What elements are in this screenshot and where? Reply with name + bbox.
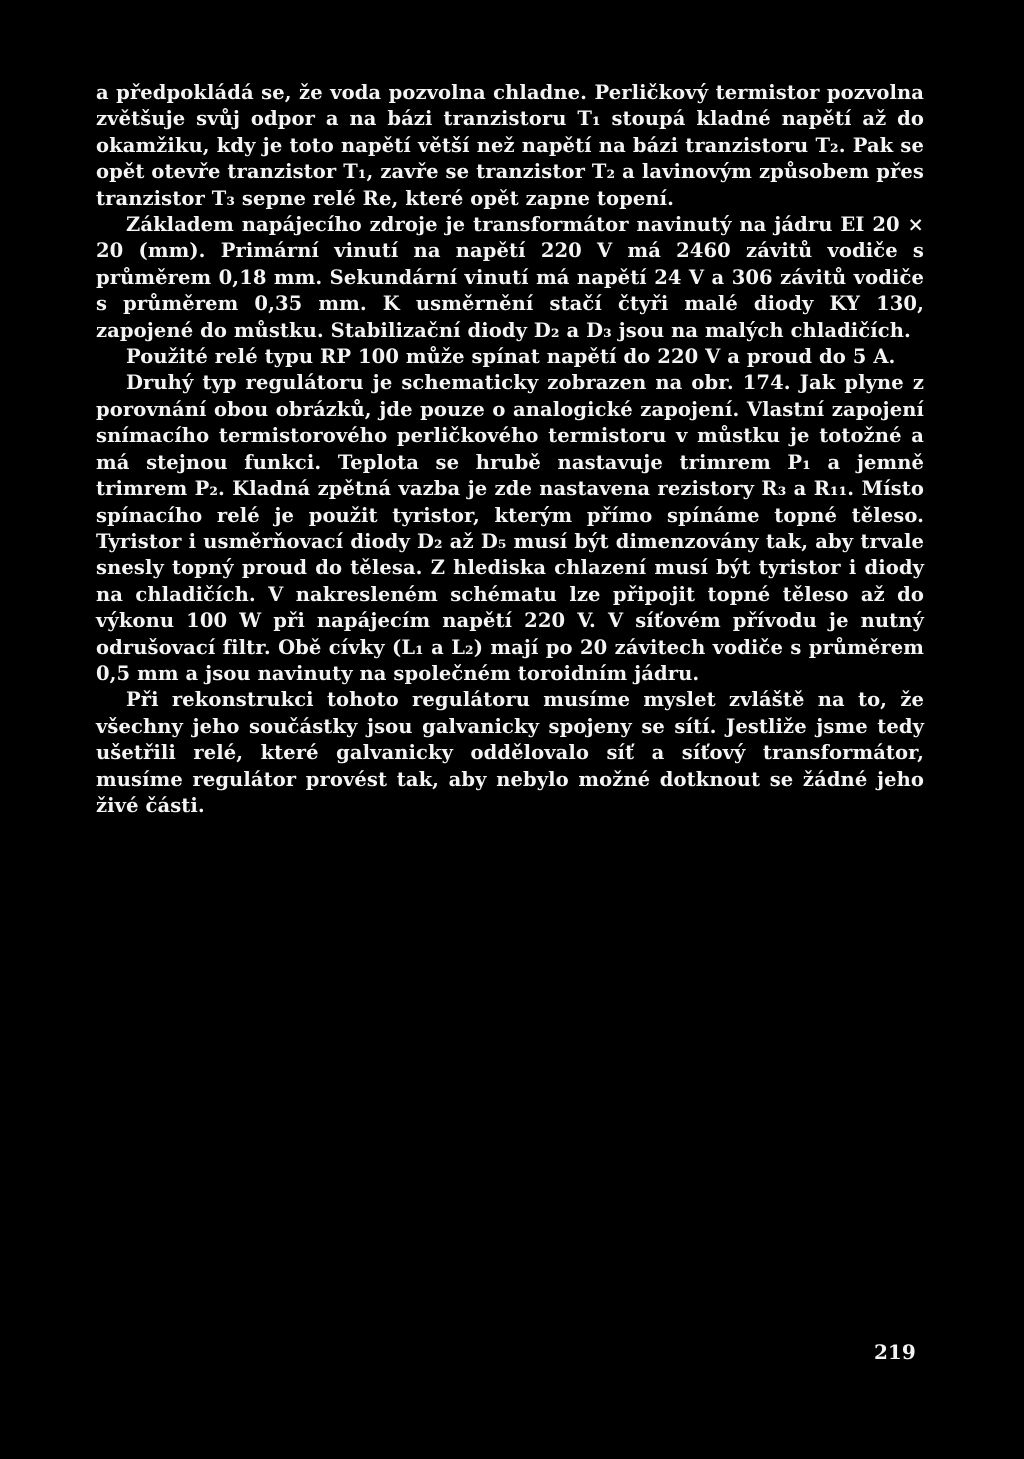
paragraph-1: a předpokládá se, že voda pozvolna chladne. Perličkový termistor pozvolna zvětšuje svůj odpor a na bázi tranzistoru T₁ stoupá kladné napětí až do okamžiku, kdy je toto napětí větší než napětí na bázi tranzistoru T₂. Pak se opět otevře tranzistor T₁, zavře se tranzistor T₂ a lavinovým způsobem přes tranzistor T₃ sepne relé Re, které opět zapne topení. [96,81,924,210]
paragraph-4: Druhý typ regulátoru je schematicky zobrazen na obr. 174. Jak plyne z porovnání obou obrázků, jde pouze o analogické zapojení. Vlastní zapojení snímacího termistorového perličkového termistoru v můstku je totožné a má stejnou funkci. Teplota se hrubě nastavuje trimrem P₁ a jemně trimrem P₂. Kladná zpětná vazba je zde nastavena rezistory R₃ a R₁₁. Místo spínacího relé je použit tyristor, kterým přímo spínáme topné těleso. Tyristor i usměrňovací diody D₂ až D₅ musí být dimenzovány tak, aby trvale snesly topný proud do tělesa. Z hlediska chlazení musí být tyristor i diody na chladičích. V nakresleném schématu lze připojit topné těleso až do výkonu 100 W při napájecím napětí 220 V. V síťovém přívodu je nutný odrušovací filtr. Obě cívky (L₁ a L₂) mají po 20 závitech vodiče s průměrem 0,5 mm a jsou navinuty na společném toroidním jádru. [96,371,924,685]
body-text [96,80,924,819]
paragraph-5: Při rekonstrukci tohoto regulátoru musíme myslet zvláště na to, že všechny jeho součástky jsou galvanicky spojeny se sítí. Jestliže jsme tedy ušetřili relé, které galvanicky oddělovalo síť a síťový transformátor, musíme regulátor provést tak, aby nebylo možné dotknout se žádné jeho živé části. [96,688,924,817]
page-number: 219 [874,1340,916,1364]
paragraph-3: Použité relé typu RP 100 může spínat napětí do 220 V a proud do 5 A. [126,345,896,369]
paragraph-2: Základem napájecího zdroje je transformátor navinutý na jádru EI 20 × 20 (mm). Primární vinutí na napětí 220 V má 2460 závitů vodiče s průměrem 0,18 mm. Sekundární vinutí má napětí 24 V a 306 závitů vodiče s průměrem 0,35 mm. K usměrnění stačí čtyři malé diody KY 130, zapojené do můstku. Stabilizační diody D₂ a D₃ jsou na malých chladičích. [96,213,924,342]
